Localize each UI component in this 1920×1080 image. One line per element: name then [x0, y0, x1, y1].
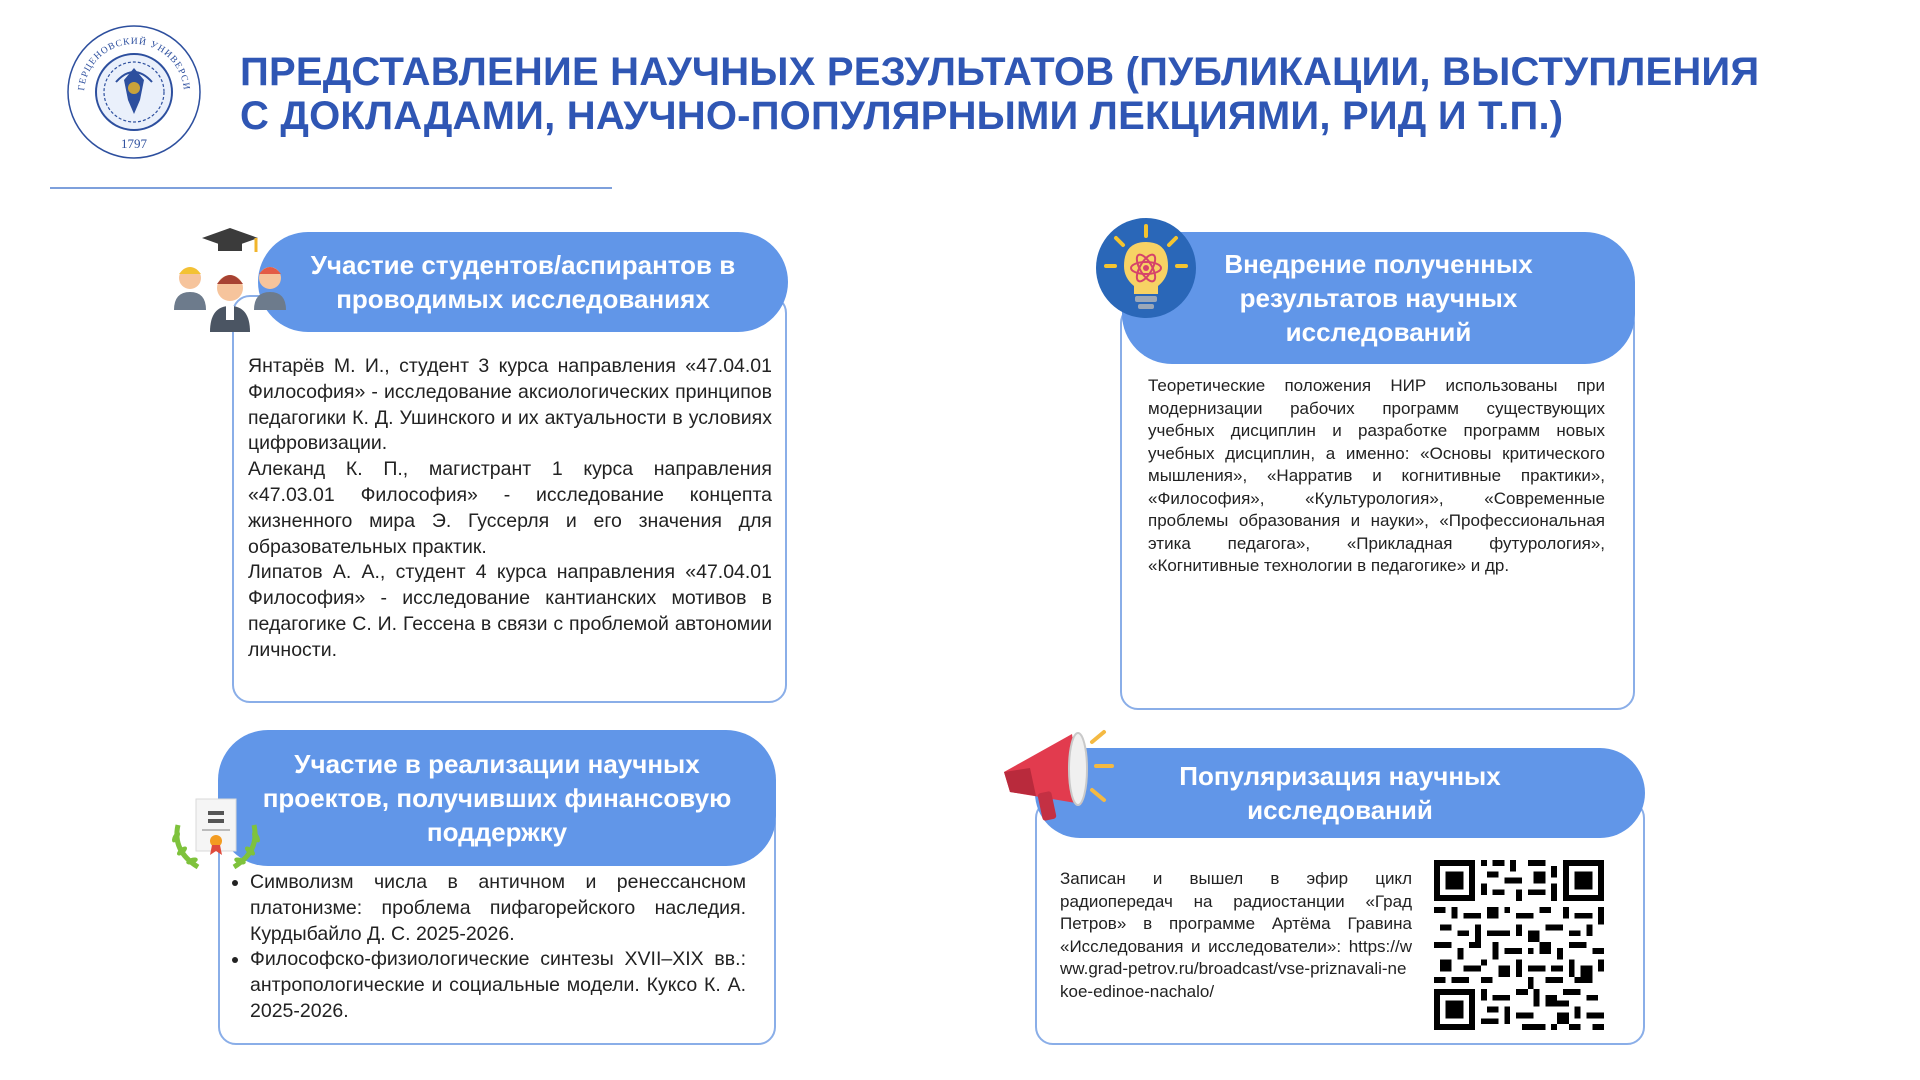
projects-heading: Участие в реализации научных проектов, получивших финансовую поддержку: [218, 730, 776, 866]
students-paragraph: Алеканд К. П., магистрант 1 курса направления «47.03.01 Философия» - исследование концепта жизненного мира Э. Гуссерля и его значения для образовательных практик.: [248, 458, 772, 558]
students-paragraph: Липатов А. А., студент 4 курса направления «47.04.01 Философия» - исследование кантианских мотивов в педагогике С. И. Гессена в связи с проблемой автономии личности.: [248, 561, 772, 661]
projects-list: [230, 870, 746, 1025]
page-title: [240, 50, 1840, 138]
popularization-heading: Популяризация научных исследований: [1035, 748, 1645, 838]
logo-ring-text: ГЕРЦЕНОВСКИЙ УНИВЕРСИ: [77, 36, 191, 92]
students-text: [248, 354, 772, 664]
students-heading: Участие студентов/аспирантов в проводимых исследованиях: [258, 232, 788, 332]
popularization-text: [1060, 868, 1412, 1003]
university-logo: [64, 22, 204, 162]
title-divider: [50, 187, 612, 189]
logo-year: 1797: [121, 136, 147, 151]
students-paragraph: Янтарёв М. И., студент 3 курса направления «47.04.01 Философия» - исследование аксиологических принципов педагогики К. Д. Ушинского и их актуальности в условиях цифровизации.: [248, 355, 772, 455]
popularization-description: Записан и вышел в эфир цикл радиопередач на радиостанции «Град Петров» в программе Артёма Гравина «Исследования и исследователи»:: [1060, 869, 1412, 956]
implementation-text: Теоретические положения НИР использованы при модернизации рабочих программ существующих учебных дисциплин и разработке программ новых учебных дисциплин, а именно: «Основы критического мышления», «Нарратив и когнитивные практики», «Философия», «Культурология», «Современные проблемы образования и науки», «Профессиональная этика педагога», «Прикладная футурология», «Когнитивные технологии в педагогике» и др.: [1148, 376, 1605, 575]
title-line-1: ПРЕДСТАВЛЕНИЕ НАУЧНЫХ РЕЗУЛЬТАТОВ (ПУБЛИКАЦИИ, ВЫСТУПЛЕНИЯ: [240, 50, 1760, 94]
idea-bulb-icon: [1094, 216, 1198, 320]
qr-code[interactable]: [1434, 860, 1604, 1030]
broadcast-link[interactable]: https://www.grad-petrov.ru/broadcast/vse-priznavali-nekoe-edinoe-nachalo/: [1060, 936, 1412, 1001]
students-group-icon: [172, 228, 288, 334]
megaphone-icon: [996, 720, 1116, 830]
title-line-2: С ДОКЛАДАМИ, НАУЧНО-ПОПУЛЯРНЫМИ ЛЕКЦИЯМИ, РИД И Т.П.): [240, 94, 1564, 138]
implementation-heading: Внедрение полученных результатов научных исследований: [1122, 232, 1635, 364]
list-item: • Философско-физиологические синтезы XVII–XIX вв.: антропологические и социальные модели. Куксо К. А. 2025-2026.: [250, 947, 746, 1024]
certificate-award-icon: [168, 795, 264, 877]
list-item: • Символизм числа в античном и ренессансном платонизме: проблема пифагорейского наследия. Курдыбайло Д. С. 2025-2026.: [250, 870, 746, 947]
